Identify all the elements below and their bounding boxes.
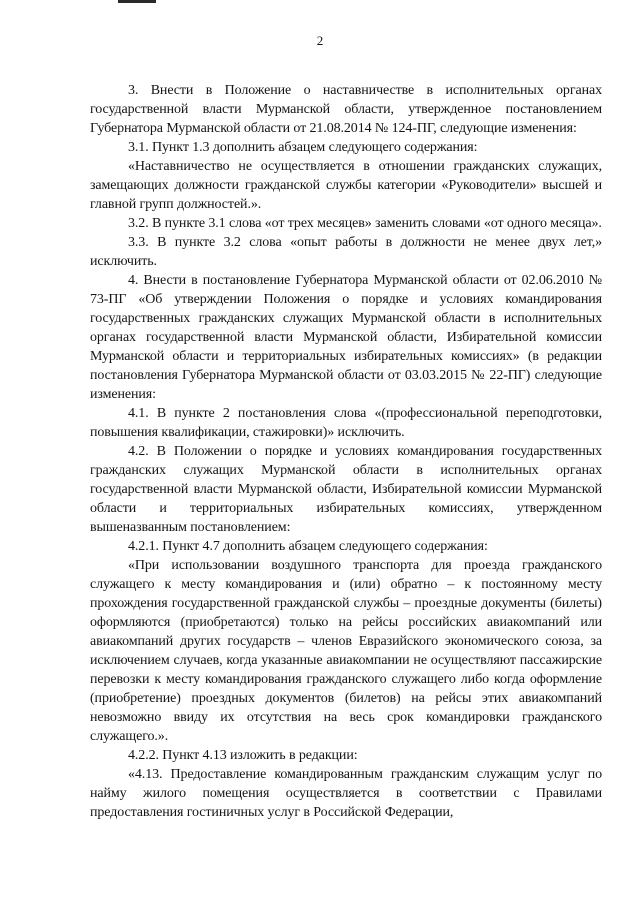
paragraph-4-2-1: 4.2.1. Пункт 4.7 дополнить абзацем следующего содержания: (128, 539, 488, 554)
paragraph-4: 4. Внести в постановление Губернатора Мурманской области от 02.06.2010 № 73-ПГ «Об утверждении Положения о порядке и условиях командирования государственных гражданских служащих Мурманской области в исполнительных органах государственной власти Мурманской области, Избирательной комиссии Мурманской области и территориальных избирательных комиссиях» (в редакции постановления Губернатора Мурманской области от 03.03.2015 № 22-ПГ) следующие изменения: (90, 273, 602, 402)
paragraph-3-1-quote: «Наставничество не осуществляется в отношении гражданских служащих, замещающих должности гражданской службы категории «Руководители» высшей и главной групп должностей.». (90, 159, 602, 212)
scan-mark (118, 0, 156, 3)
paragraph-4-2: 4.2. В Положении о порядке и условиях командирования государственных гражданских служащих Мурманской области в исполнительных органах государственной власти Мурманской области, Избирательной комиссии Мурманской области и территориальных избирательных комиссиях, утвержденном вышеназванным постановлением: (90, 444, 602, 535)
document-body (90, 81, 602, 822)
page-number: 2 (316, 33, 324, 48)
paragraph-3-2: 3.2. В пункте 3.1 слова «от трех месяцев» заменить словами «от одного месяца». (128, 216, 602, 231)
paragraph-3-1: 3.1. Пункт 1.3 дополнить абзацем следующего содержания: (128, 140, 478, 155)
paragraph-3: 3. Внести в Положение о наставничестве в исполнительных органах государственной власти Мурманской области, утвержденное постановлением Губернатора Мурманской области от 21.08.2014 № 124-ПГ, следующие изменения: (90, 83, 602, 136)
paragraph-4-13-quote: «4.13. Предоставление командированным гражданским служащим услуг по найму жилого помещения осуществляется в соответствии с Правилами предоставления гостиничных услуг в Российской Федерации, (90, 767, 602, 820)
paragraph-4-1: 4.1. В пункте 2 постановления слова «(профессиональной переподготовки, повышения квалификации, стажировки)» исключить. (90, 406, 602, 440)
paragraph-4-2-2: 4.2.2. Пункт 4.13 изложить в редакции: (128, 748, 358, 763)
paragraph-4-2-1-quote: «При использовании воздушного транспорта для проезда гражданского служащего к месту командирования и (или) обратно – к постоянному месту прохождения государственной гражданской службы – проездные документы (билеты) оформляются (приобретаются) только на рейсы российских авиакомпаний или авиакомпаний других государств – членов Евразийского экономического союза, за исключением случаев, когда указанные авиакомпании не осуществляют пассажирские перевозки к месту командирования гражданского служащего либо когда оформление (приобретение) проездных документов (билетов) на рейсы этих авиакомпаний невозможно ввиду их отсутствия на весь срок командировки гражданского служащего.». (90, 558, 602, 744)
paragraph-3-3: 3.3. В пункте 3.2 слова «опыт работы в должности не менее двух лет,» исключить. (90, 235, 602, 269)
